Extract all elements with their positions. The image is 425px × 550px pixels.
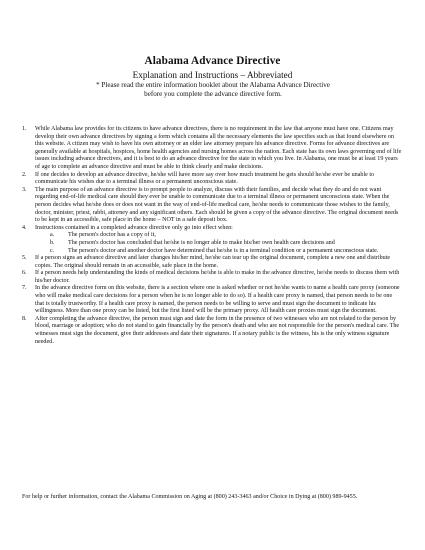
read-booklet-note: * Please read the entire information booklet about the Alabama Advance Directive before you complete the advance directive form. — [96, 81, 330, 99]
sub-item-text: The person's doctor and another doctor have determined that he/she is in a terminal condition or a permanent unconscious state. — [68, 247, 379, 254]
item-text: In the advance directive form on this website, there is a section where one is asked whether or not he/she wants to name a health care proxy (someone who will make medical care decisions for a person when he is no longer able to do so). If a health care proxy is named, that person needs to be one that is totally trustworthy. If a health care proxy is named, the person needs to be willing to serve and must sign the document to indicate his willingness. More than one proxy can be listed, but the first listed will be the primary proxy. All health care proxies must sign the document. — [35, 285, 400, 315]
document-subtitle: Explanation and Instructions – Abbreviated — [132, 70, 293, 80]
list-item — [22, 285, 402, 315]
item-number: 6. — [22, 270, 27, 277]
list-item — [22, 270, 402, 285]
sub-item-text: The person's doctor has concluded that he/she is no longer able to make his/her own health care decisions and — [68, 239, 335, 246]
sub-list — [35, 232, 402, 255]
list-item — [22, 187, 402, 225]
item-number: 8. — [22, 315, 27, 322]
document-title: Alabama Advance Directive — [144, 55, 281, 67]
item-text: After completing the advance directive, the person must sign and date the form in the presence of two witnesses who are not related to the person by blood, marriage or adoption; who do not stand to gain financially by the person's death and who are not responsible for the person's medical care. The witnesses must sign the document, give their addresses and date their signatures. If a notary public is the witness, his is the only witness signature needed. — [35, 315, 400, 345]
sub-item-letter: a. — [50, 232, 55, 239]
sub-item-letter: c. — [50, 247, 55, 254]
item-text: If a person signs an advance directive and later changes his/her mind, he/she can tear up the original document, complete a new one and distribute copies. The original should remain in an accessible, safe place in the home. — [35, 255, 391, 269]
contact-footer: For help or further information, contact the Alabama Commission on Aging at (800) 243-3463 and/or Choice in Dying at (800) 989-9455. — [22, 494, 358, 500]
sub-list-item — [35, 240, 402, 248]
sub-item-letter: b. — [50, 239, 55, 246]
list-item — [22, 316, 402, 346]
item-text: If a person needs help understanding the kinds of medical decisions he/she is able to make in the advance directive, he/she needs to discuss them with his/her doctor. — [35, 270, 400, 284]
item-text: Instructions contained in a completed advance directive only go into effect when: — [35, 224, 233, 231]
item-number: 7. — [22, 285, 27, 292]
item-text: While Alabama law provides for its citizens to have advance directives, there is no requirement in the law that anyone must have one. Citizens may develop their own advance directives by signing a form which contains all the necessary elements the law specifies such as that found elsewhere on this website. A citizen may wish to have his own attorney or an elder law attorney prepare his advance directive. Forms for advance directives are generally available at hospitals, hospices, home health agencies and nursing homes across the nation. Each state has its own laws governing end of life issues including advance directives, and it is best to do an advance directive for the state in which you live. In Alabama, one must be at least 19 years of age to complete an advance directive and must be able to think clearly and make decisions. — [35, 126, 402, 170]
list-item — [22, 172, 402, 187]
sub-item-text: The person's doctor has a copy of it, — [68, 232, 156, 239]
instruction-list — [22, 126, 402, 346]
list-item — [22, 126, 402, 172]
item-number: 4. — [22, 224, 27, 231]
item-number: 2. — [22, 171, 27, 178]
item-number: 1. — [22, 126, 27, 132]
sub-list-item — [35, 248, 402, 256]
item-text: The main purpose of an advance directive is to prompt people to analyze, discuss with their families, and decide what they do and do not want regarding end-of-life medical care should they ever be unable to communicate due to a terminal illness or permanent unconscious state. When the person decides what he/she does or does not want in the way of end-of-life medical care, he/she needs to communicate those wishes to the family, doctor, minister, priest, rabbi, attorney and any significant others. Each should be given a copy of the advance directive. The original document needs to be kept in an accessible, safe place in the home – NOT in a safe deposit box. — [35, 186, 399, 224]
item-text: If one decides to develop an advance directive, he/she will have more say over how much treatment he gets should he/she ever be unable to communicate his wishes due to a terminal illness or a permanent unconscious state. — [35, 171, 375, 186]
list-item — [22, 225, 402, 255]
sub-list-item — [35, 232, 402, 240]
item-number: 5. — [22, 255, 27, 262]
list-item — [22, 255, 402, 270]
item-number: 3. — [22, 186, 27, 193]
